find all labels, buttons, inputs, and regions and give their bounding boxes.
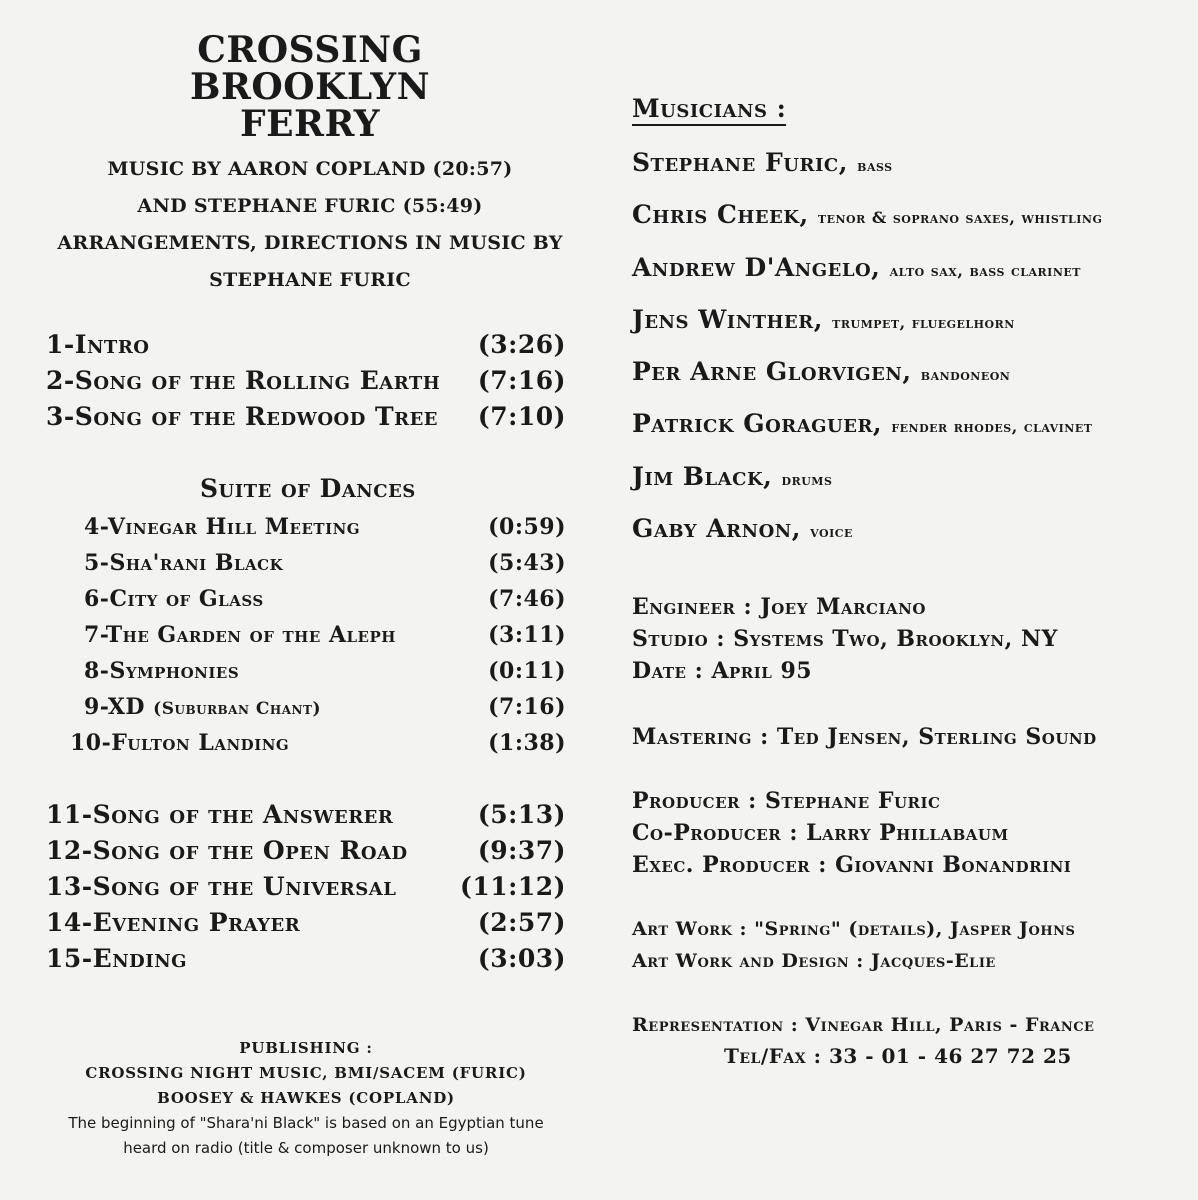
musician-role: alto sax, bass clarinet bbox=[889, 261, 1081, 280]
credit-value: Systems Two, Brooklyn, NY bbox=[733, 626, 1058, 652]
track-row bbox=[84, 694, 566, 720]
album-title bbox=[150, 29, 470, 145]
musician-entry bbox=[632, 462, 832, 491]
track-duration: (11:12) bbox=[460, 872, 566, 901]
title-line: BROOKLYN bbox=[190, 66, 430, 108]
musician-role: voice bbox=[810, 522, 853, 541]
telfax-value: 33 - 01 - 46 27 72 25 bbox=[828, 1044, 1072, 1068]
track-duration: (5:13) bbox=[477, 800, 566, 829]
credit-line: AND STEPHANE FURIC (55:49) bbox=[137, 195, 483, 217]
representation-credit: Representation : Vinegar Hill, Paris - France bbox=[632, 1014, 1095, 1036]
credit-label: Date bbox=[632, 658, 687, 684]
telfax-line: Tel/Fax : 33 - 01 - 46 27 72 25 bbox=[724, 1044, 1072, 1068]
track-row bbox=[46, 908, 566, 937]
musician-name: Chris Cheek, bbox=[632, 200, 809, 229]
track-row bbox=[46, 330, 566, 359]
musician-name: Jim Black, bbox=[632, 462, 773, 491]
credit-label: Exec. Producer bbox=[632, 852, 811, 878]
track-row bbox=[46, 944, 566, 973]
musician-entry bbox=[632, 200, 1102, 229]
credit-entry: Co-Producer : Larry Phillabaum bbox=[632, 820, 1009, 846]
track-title: 15-Ending bbox=[46, 944, 188, 973]
credit-value: Joey Marciano bbox=[760, 594, 926, 620]
track-title: 12-Song of the Open Road bbox=[46, 836, 408, 865]
track-title: 14-Evening Prayer bbox=[46, 908, 301, 937]
title-line: FERRY bbox=[240, 103, 380, 145]
musician-name: Jens Winther, bbox=[632, 305, 823, 334]
track-title: 5-Sha'rani Black bbox=[84, 550, 284, 576]
track-row bbox=[84, 514, 566, 540]
track-title: 1-Intro bbox=[46, 330, 150, 359]
track-duration: (2:57) bbox=[477, 908, 566, 937]
musician-role: bandoneon bbox=[920, 365, 1011, 384]
credit-label: Mastering bbox=[632, 724, 752, 750]
musician-entry bbox=[632, 305, 1015, 334]
credit-value: Giovanni Bonandrini bbox=[835, 852, 1072, 878]
publishing-line: CROSSING NIGHT MUSIC, BMI/SACEM (FURIC) bbox=[85, 1064, 527, 1082]
credit-entry: Art Work : "Spring" (details), Jasper Johns bbox=[632, 918, 1076, 940]
musician-name: Stephane Furic, bbox=[632, 148, 848, 177]
musician-entry bbox=[632, 514, 853, 543]
track-duration: (1:38) bbox=[488, 730, 566, 756]
musician-name: Patrick Goraguer, bbox=[632, 409, 883, 438]
track-duration: (9:37) bbox=[477, 836, 566, 865]
credit-entry: Date : April 95 bbox=[632, 658, 813, 684]
credit-value: Jacques-Elie bbox=[870, 950, 996, 972]
track-title: 4-Vinegar Hill Meeting bbox=[84, 514, 361, 540]
track-row bbox=[46, 800, 566, 829]
credit-entry: Producer : Stephane Furic bbox=[632, 788, 941, 814]
credit-entry: Studio : Systems Two, Brooklyn, NY bbox=[632, 626, 1058, 652]
telfax-label: Tel/Fax bbox=[724, 1044, 807, 1068]
track-title: 2-Song of the Rolling Earth bbox=[46, 366, 441, 395]
track-duration: (3:03) bbox=[477, 944, 566, 973]
track-title: 11-Song of the Answerer bbox=[46, 800, 394, 829]
track-row bbox=[84, 622, 566, 648]
credit-label: Art Work bbox=[632, 918, 733, 940]
musician-role: trumpet, fluegelhorn bbox=[832, 313, 1015, 332]
track-title: 3-Song of the Redwood Tree bbox=[46, 402, 439, 431]
track-row bbox=[84, 550, 566, 576]
credit-label: Co-Producer bbox=[632, 820, 782, 846]
track-title: 8-Symphonies bbox=[84, 658, 240, 684]
musician-role: bass bbox=[857, 156, 893, 175]
credit-value: Larry Phillabaum bbox=[806, 820, 1009, 846]
track-row bbox=[46, 402, 566, 431]
credit-label: Producer bbox=[632, 788, 741, 814]
credit-entry: Exec. Producer : Giovanni Bonandrini bbox=[632, 852, 1072, 878]
track-title: 7-The Garden of the Aleph bbox=[84, 622, 396, 648]
credit-value: April 95 bbox=[711, 658, 813, 684]
musician-entry bbox=[632, 148, 893, 177]
credit-entry: Engineer : Joey Marciano bbox=[632, 594, 926, 620]
credit-label: Representation bbox=[632, 1014, 784, 1036]
publishing-block bbox=[30, 1036, 582, 1161]
suite-heading: Suite of Dances bbox=[200, 474, 416, 503]
track-duration: (7:16) bbox=[477, 366, 566, 395]
title-line: CROSSING bbox=[197, 29, 423, 71]
credit-label: Engineer bbox=[632, 594, 736, 620]
track-title-group bbox=[84, 694, 321, 720]
track-title: 6-City of Glass bbox=[84, 586, 264, 612]
musician-entry bbox=[632, 409, 1092, 438]
musician-role: drums bbox=[781, 470, 833, 489]
track-subtitle: (Suburban Chant) bbox=[153, 699, 321, 719]
track-row bbox=[46, 872, 566, 901]
track-duration: (7:10) bbox=[477, 402, 566, 431]
credit-value: Vinegar Hill, Paris - France bbox=[805, 1014, 1095, 1036]
credit-value: Ted Jensen, Sterling Sound bbox=[776, 724, 1097, 750]
musician-name: Andrew D'Angelo, bbox=[632, 253, 881, 282]
credit-entry: Art Work and Design : Jacques-Elie bbox=[632, 950, 996, 972]
track-duration: (3:26) bbox=[477, 330, 566, 359]
track-title: 13-Song of the Universal bbox=[46, 872, 397, 901]
musician-entry bbox=[632, 357, 1010, 386]
credit-value: "Spring" (details), Jasper Johns bbox=[754, 918, 1076, 940]
track-title: 9-XD bbox=[84, 694, 145, 720]
track-duration: (7:16) bbox=[488, 694, 566, 720]
publishing-note-line: heard on radio (title & composer unknown to us) bbox=[123, 1139, 489, 1157]
credit-line: ARRANGEMENTS, DIRECTIONS IN MUSIC BY bbox=[57, 232, 563, 254]
musician-role: tenor & soprano saxes, whistling bbox=[817, 208, 1103, 227]
credit-line: MUSIC BY AARON COPLAND (20:57) bbox=[107, 158, 513, 180]
composer-credits bbox=[40, 151, 580, 299]
publishing-heading: PUBLISHING : bbox=[239, 1039, 373, 1057]
publishing-note-line: The beginning of "Shara'ni Black" is based on an Egyptian tune bbox=[68, 1114, 544, 1132]
publishing-line: BOOSEY & HAWKES (COPLAND) bbox=[157, 1089, 455, 1107]
track-row bbox=[84, 658, 566, 684]
track-duration: (0:11) bbox=[488, 658, 566, 684]
track-row bbox=[84, 586, 566, 612]
credit-line: STEPHANE FURIC bbox=[209, 269, 411, 291]
credit-value: Stephane Furic bbox=[764, 788, 941, 814]
track-title: 10-Fulton Landing bbox=[70, 730, 290, 756]
credit-label: Studio bbox=[632, 626, 709, 652]
track-row bbox=[46, 836, 566, 865]
musician-name: Per Arne Glorvigen, bbox=[632, 357, 912, 386]
credit-label: Art Work and Design bbox=[632, 950, 850, 972]
track-duration: (0:59) bbox=[488, 514, 566, 540]
musician-entry bbox=[632, 253, 1081, 282]
musician-name: Gaby Arnon, bbox=[632, 514, 801, 543]
track-row bbox=[70, 730, 566, 756]
musicians-heading bbox=[632, 94, 786, 123]
musician-role: fender rhodes, clavinet bbox=[891, 417, 1093, 436]
track-duration: (5:43) bbox=[488, 550, 566, 576]
track-duration: (7:46) bbox=[488, 586, 566, 612]
track-row bbox=[46, 366, 566, 395]
musicians-heading-text: Musicians : bbox=[632, 94, 786, 126]
track-duration: (3:11) bbox=[488, 622, 566, 648]
mastering-credit: Mastering : Ted Jensen, Sterling Sound bbox=[632, 724, 1097, 750]
